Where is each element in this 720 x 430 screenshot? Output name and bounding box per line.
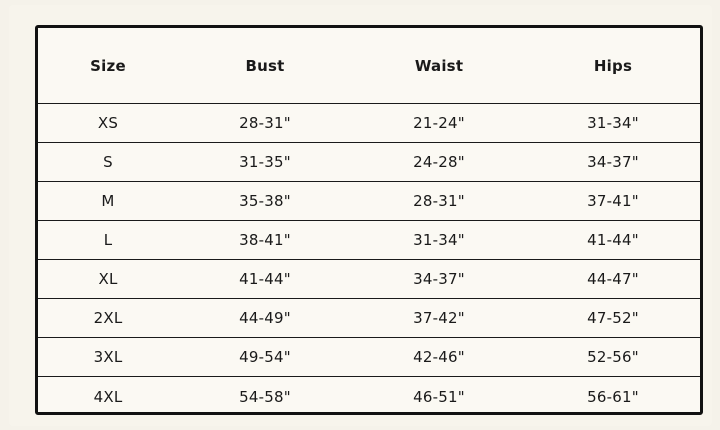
waist-cell: 34-37" bbox=[413, 270, 465, 288]
waist-cell: 46-51" bbox=[413, 387, 465, 406]
waist-cell: 31-34" bbox=[413, 231, 465, 249]
table-row bbox=[38, 104, 700, 143]
size-cell: 4XL bbox=[93, 387, 123, 406]
header-size: Size bbox=[90, 56, 126, 75]
size-cell: XL bbox=[98, 270, 118, 288]
bust-cell: 49-54" bbox=[239, 348, 291, 366]
header-waist: Waist bbox=[414, 56, 464, 75]
waist-cell: 37-42" bbox=[413, 309, 465, 327]
header-row bbox=[38, 28, 700, 104]
size-cell: M bbox=[101, 192, 115, 210]
hips-cell: 44-47" bbox=[587, 270, 639, 288]
hips-cell: 34-37" bbox=[587, 153, 639, 171]
table-row bbox=[38, 182, 700, 221]
hips-cell: 52-56" bbox=[587, 348, 639, 366]
table-row bbox=[38, 377, 700, 416]
table-row bbox=[38, 143, 700, 182]
waist-cell: 28-31" bbox=[413, 192, 465, 210]
hips-cell: 47-52" bbox=[587, 309, 639, 327]
bust-cell: 54-58" bbox=[239, 387, 291, 406]
size-cell: 2XL bbox=[93, 309, 123, 327]
header-hips: Hips bbox=[593, 56, 633, 75]
chart-card bbox=[9, 5, 712, 426]
hips-cell: 41-44" bbox=[587, 231, 639, 249]
header-bust: Bust bbox=[245, 56, 285, 75]
size-chart-table bbox=[35, 25, 703, 415]
bust-cell: 35-38" bbox=[239, 192, 291, 210]
size-cell: 3XL bbox=[93, 348, 123, 366]
size-cell: L bbox=[103, 231, 113, 249]
waist-cell: 21-24" bbox=[413, 114, 465, 132]
bust-cell: 41-44" bbox=[239, 270, 291, 288]
bust-cell: 44-49" bbox=[239, 309, 291, 327]
size-cell: S bbox=[103, 153, 113, 171]
bust-cell: 38-41" bbox=[239, 231, 291, 249]
table-row bbox=[38, 260, 700, 299]
waist-cell: 24-28" bbox=[413, 153, 465, 171]
size-cell: XS bbox=[97, 114, 119, 132]
hips-cell: 31-34" bbox=[587, 114, 639, 132]
waist-cell: 42-46" bbox=[413, 348, 465, 366]
bust-cell: 31-35" bbox=[239, 153, 291, 171]
bust-cell: 28-31" bbox=[239, 114, 291, 132]
hips-cell: 56-61" bbox=[587, 387, 639, 406]
hips-cell: 37-41" bbox=[587, 192, 639, 210]
table-row bbox=[38, 221, 700, 260]
table-row bbox=[38, 299, 700, 338]
table-row bbox=[38, 338, 700, 377]
